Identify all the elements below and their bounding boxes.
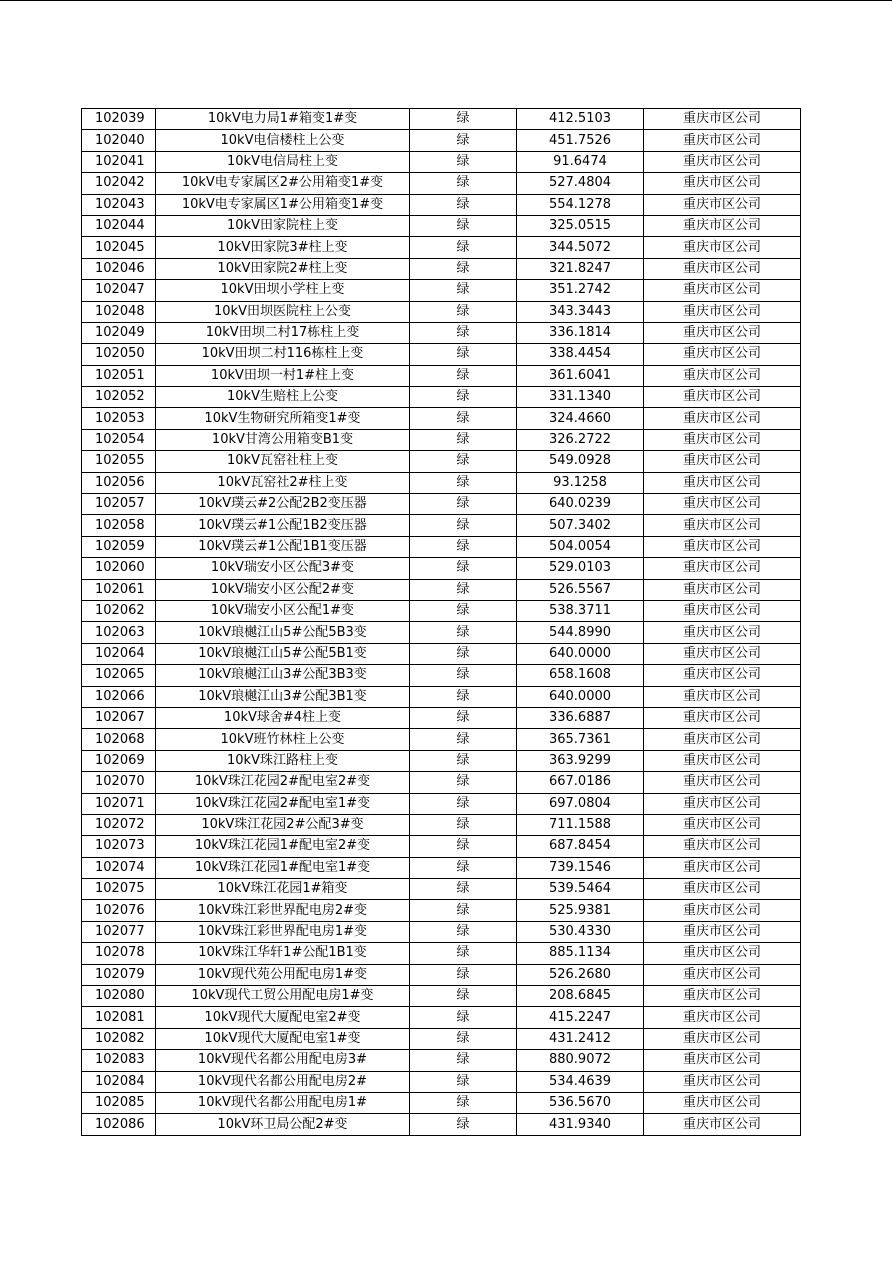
cell-status: 绿 bbox=[410, 472, 517, 493]
table-row bbox=[82, 173, 801, 194]
cell-transformer-name: 10kV琅樾江山5#公配5B1变 bbox=[156, 643, 410, 664]
cell-transformer-name: 10kV璞云#2公配2B2变压器 bbox=[156, 494, 410, 515]
cell-status: 绿 bbox=[410, 986, 517, 1007]
cell-company: 重庆市区公司 bbox=[644, 494, 801, 515]
cell-id: 102074 bbox=[82, 857, 156, 878]
cell-transformer-name: 10kV现代名都公用配电房2# bbox=[156, 1071, 410, 1092]
cell-status: 绿 bbox=[410, 451, 517, 472]
table-body bbox=[82, 109, 801, 1136]
table-row bbox=[82, 1114, 801, 1135]
cell-transformer-name: 10kV珠江彩世界配电房2#变 bbox=[156, 900, 410, 921]
cell-transformer-name: 10kV珠江花园2#配电室1#变 bbox=[156, 793, 410, 814]
cell-company: 重庆市区公司 bbox=[644, 194, 801, 215]
cell-value: 538.3711 bbox=[517, 600, 644, 621]
cell-value: 697.0804 bbox=[517, 793, 644, 814]
cell-status: 绿 bbox=[410, 130, 517, 151]
table-row bbox=[82, 130, 801, 151]
cell-company: 重庆市区公司 bbox=[644, 109, 801, 130]
cell-transformer-name: 10kV琅樾江山5#公配5B3变 bbox=[156, 622, 410, 643]
cell-transformer-name: 10kV琅樾江山3#公配3B1变 bbox=[156, 686, 410, 707]
cell-company: 重庆市区公司 bbox=[644, 964, 801, 985]
table-row bbox=[82, 857, 801, 878]
cell-status: 绿 bbox=[410, 857, 517, 878]
cell-company: 重庆市区公司 bbox=[644, 600, 801, 621]
cell-status: 绿 bbox=[410, 622, 517, 643]
cell-company: 重庆市区公司 bbox=[644, 237, 801, 258]
cell-transformer-name: 10kV珠江花园1#配电室1#变 bbox=[156, 857, 410, 878]
cell-transformer-name: 10kV珠江华轩1#公配1B1变 bbox=[156, 943, 410, 964]
cell-value: 525.9381 bbox=[517, 900, 644, 921]
cell-company: 重庆市区公司 bbox=[644, 836, 801, 857]
cell-transformer-name: 10kV瑞安小区公配3#变 bbox=[156, 558, 410, 579]
table-row bbox=[82, 964, 801, 985]
cell-id: 102075 bbox=[82, 879, 156, 900]
cell-status: 绿 bbox=[410, 643, 517, 664]
cell-id: 102042 bbox=[82, 173, 156, 194]
cell-value: 338.4454 bbox=[517, 344, 644, 365]
cell-value: 658.1608 bbox=[517, 665, 644, 686]
table-row bbox=[82, 643, 801, 664]
cell-company: 重庆市区公司 bbox=[644, 622, 801, 643]
cell-value: 344.5072 bbox=[517, 237, 644, 258]
cell-id: 102077 bbox=[82, 921, 156, 942]
cell-company: 重庆市区公司 bbox=[644, 472, 801, 493]
cell-transformer-name: 10kV生赔柱上公变 bbox=[156, 387, 410, 408]
table-row bbox=[82, 879, 801, 900]
table-row bbox=[82, 1007, 801, 1028]
cell-status: 绿 bbox=[410, 836, 517, 857]
cell-id: 102059 bbox=[82, 536, 156, 557]
cell-id: 102047 bbox=[82, 280, 156, 301]
cell-id: 102051 bbox=[82, 365, 156, 386]
cell-id: 102061 bbox=[82, 579, 156, 600]
cell-value: 711.1588 bbox=[517, 814, 644, 835]
cell-id: 102085 bbox=[82, 1092, 156, 1113]
table-row bbox=[82, 900, 801, 921]
table-row bbox=[82, 707, 801, 728]
cell-id: 102040 bbox=[82, 130, 156, 151]
cell-transformer-name: 10kV现代名都公用配电房1# bbox=[156, 1092, 410, 1113]
cell-company: 重庆市区公司 bbox=[644, 344, 801, 365]
table-row bbox=[82, 237, 801, 258]
cell-value: 365.7361 bbox=[517, 729, 644, 750]
cell-company: 重庆市区公司 bbox=[644, 579, 801, 600]
cell-company: 重庆市区公司 bbox=[644, 879, 801, 900]
cell-company: 重庆市区公司 bbox=[644, 451, 801, 472]
cell-value: 451.7526 bbox=[517, 130, 644, 151]
cell-id: 102081 bbox=[82, 1007, 156, 1028]
cell-status: 绿 bbox=[410, 280, 517, 301]
cell-status: 绿 bbox=[410, 686, 517, 707]
cell-status: 绿 bbox=[410, 258, 517, 279]
cell-transformer-name: 10kV现代工贸公用配电房1#变 bbox=[156, 986, 410, 1007]
table-row bbox=[82, 515, 801, 536]
cell-id: 102052 bbox=[82, 387, 156, 408]
cell-company: 重庆市区公司 bbox=[644, 1028, 801, 1049]
cell-value: 431.9340 bbox=[517, 1114, 644, 1135]
cell-company: 重庆市区公司 bbox=[644, 772, 801, 793]
table-row bbox=[82, 814, 801, 835]
cell-company: 重庆市区公司 bbox=[644, 793, 801, 814]
table-row bbox=[82, 772, 801, 793]
cell-id: 102057 bbox=[82, 494, 156, 515]
cell-id: 102044 bbox=[82, 215, 156, 236]
cell-value: 885.1134 bbox=[517, 943, 644, 964]
cell-id: 102072 bbox=[82, 814, 156, 835]
cell-transformer-name: 10kV田坝医院柱上公变 bbox=[156, 301, 410, 322]
cell-company: 重庆市区公司 bbox=[644, 1071, 801, 1092]
cell-value: 325.0515 bbox=[517, 215, 644, 236]
cell-id: 102070 bbox=[82, 772, 156, 793]
cell-value: 640.0239 bbox=[517, 494, 644, 515]
cell-company: 重庆市区公司 bbox=[644, 215, 801, 236]
cell-value: 412.5103 bbox=[517, 109, 644, 130]
cell-id: 102054 bbox=[82, 429, 156, 450]
transformer-table bbox=[81, 108, 801, 1136]
cell-transformer-name: 10kV电力局1#箱变1#变 bbox=[156, 109, 410, 130]
cell-company: 重庆市区公司 bbox=[644, 750, 801, 771]
cell-value: 326.2722 bbox=[517, 429, 644, 450]
cell-value: 208.6845 bbox=[517, 986, 644, 1007]
cell-company: 重庆市区公司 bbox=[644, 429, 801, 450]
table-row bbox=[82, 151, 801, 172]
cell-status: 绿 bbox=[410, 365, 517, 386]
cell-value: 336.1814 bbox=[517, 322, 644, 343]
cell-id: 102066 bbox=[82, 686, 156, 707]
cell-id: 102058 bbox=[82, 515, 156, 536]
table-row bbox=[82, 387, 801, 408]
table-row bbox=[82, 836, 801, 857]
cell-value: 687.8454 bbox=[517, 836, 644, 857]
cell-value: 504.0054 bbox=[517, 536, 644, 557]
table-row bbox=[82, 215, 801, 236]
cell-transformer-name: 10kV珠江花园1#配电室2#变 bbox=[156, 836, 410, 857]
table-row bbox=[82, 109, 801, 130]
cell-value: 321.8247 bbox=[517, 258, 644, 279]
cell-id: 102050 bbox=[82, 344, 156, 365]
cell-transformer-name: 10kV田家院3#柱上变 bbox=[156, 237, 410, 258]
cell-value: 336.6887 bbox=[517, 707, 644, 728]
cell-id: 102064 bbox=[82, 643, 156, 664]
table-row bbox=[82, 258, 801, 279]
cell-status: 绿 bbox=[410, 408, 517, 429]
cell-transformer-name: 10kV珠江花园1#箱变 bbox=[156, 879, 410, 900]
cell-id: 102053 bbox=[82, 408, 156, 429]
table-row bbox=[82, 579, 801, 600]
cell-company: 重庆市区公司 bbox=[644, 1092, 801, 1113]
cell-value: 880.9072 bbox=[517, 1050, 644, 1071]
cell-status: 绿 bbox=[410, 793, 517, 814]
cell-company: 重庆市区公司 bbox=[644, 729, 801, 750]
cell-transformer-name: 10kV瓦窑社柱上变 bbox=[156, 451, 410, 472]
cell-company: 重庆市区公司 bbox=[644, 707, 801, 728]
cell-status: 绿 bbox=[410, 579, 517, 600]
cell-status: 绿 bbox=[410, 900, 517, 921]
cell-status: 绿 bbox=[410, 707, 517, 728]
cell-id: 102056 bbox=[82, 472, 156, 493]
table-row bbox=[82, 1071, 801, 1092]
cell-transformer-name: 10kV班竹林柱上公变 bbox=[156, 729, 410, 750]
cell-transformer-name: 10kV生物研究所箱变1#变 bbox=[156, 408, 410, 429]
table-row bbox=[82, 194, 801, 215]
cell-company: 重庆市区公司 bbox=[644, 943, 801, 964]
cell-transformer-name: 10kV现代大厦配电室2#变 bbox=[156, 1007, 410, 1028]
cell-company: 重庆市区公司 bbox=[644, 365, 801, 386]
cell-transformer-name: 10kV珠江花园2#配电室2#变 bbox=[156, 772, 410, 793]
cell-transformer-name: 10kV瑞安小区公配1#变 bbox=[156, 600, 410, 621]
cell-value: 544.8990 bbox=[517, 622, 644, 643]
table-row bbox=[82, 793, 801, 814]
cell-status: 绿 bbox=[410, 879, 517, 900]
cell-transformer-name: 10kV现代大厦配电室1#变 bbox=[156, 1028, 410, 1049]
cell-status: 绿 bbox=[410, 109, 517, 130]
cell-value: 363.9299 bbox=[517, 750, 644, 771]
cell-id: 102043 bbox=[82, 194, 156, 215]
cell-value: 554.1278 bbox=[517, 194, 644, 215]
cell-status: 绿 bbox=[410, 1028, 517, 1049]
cell-transformer-name: 10kV田坝二村17栋柱上变 bbox=[156, 322, 410, 343]
cell-company: 重庆市区公司 bbox=[644, 258, 801, 279]
cell-value: 539.5464 bbox=[517, 879, 644, 900]
cell-status: 绿 bbox=[410, 536, 517, 557]
cell-status: 绿 bbox=[410, 494, 517, 515]
cell-company: 重庆市区公司 bbox=[644, 536, 801, 557]
cell-status: 绿 bbox=[410, 1050, 517, 1071]
cell-id: 102084 bbox=[82, 1071, 156, 1092]
cell-company: 重庆市区公司 bbox=[644, 900, 801, 921]
cell-id: 102071 bbox=[82, 793, 156, 814]
cell-transformer-name: 10kV现代苑公用配电房1#变 bbox=[156, 964, 410, 985]
table-row bbox=[82, 622, 801, 643]
cell-transformer-name: 10kV田坝一村1#柱上变 bbox=[156, 365, 410, 386]
cell-company: 重庆市区公司 bbox=[644, 986, 801, 1007]
cell-id: 102069 bbox=[82, 750, 156, 771]
cell-transformer-name: 10kV田家院柱上变 bbox=[156, 215, 410, 236]
cell-transformer-name: 10kV瓦窑社2#柱上变 bbox=[156, 472, 410, 493]
cell-id: 102076 bbox=[82, 900, 156, 921]
cell-transformer-name: 10kV田坝小学柱上变 bbox=[156, 280, 410, 301]
cell-status: 绿 bbox=[410, 387, 517, 408]
cell-status: 绿 bbox=[410, 943, 517, 964]
cell-id: 102049 bbox=[82, 322, 156, 343]
table-row bbox=[82, 472, 801, 493]
cell-transformer-name: 10kV甘湾公用箱变B1变 bbox=[156, 429, 410, 450]
table-row bbox=[82, 365, 801, 386]
cell-value: 351.2742 bbox=[517, 280, 644, 301]
cell-value: 530.4330 bbox=[517, 921, 644, 942]
cell-company: 重庆市区公司 bbox=[644, 1050, 801, 1071]
table-row bbox=[82, 986, 801, 1007]
cell-status: 绿 bbox=[410, 301, 517, 322]
cell-id: 102063 bbox=[82, 622, 156, 643]
cell-id: 102079 bbox=[82, 964, 156, 985]
cell-value: 91.6474 bbox=[517, 151, 644, 172]
cell-transformer-name: 10kV电专家属区1#公用箱变1#变 bbox=[156, 194, 410, 215]
cell-status: 绿 bbox=[410, 1092, 517, 1113]
cell-id: 102055 bbox=[82, 451, 156, 472]
cell-value: 93.1258 bbox=[517, 472, 644, 493]
cell-status: 绿 bbox=[410, 750, 517, 771]
cell-status: 绿 bbox=[410, 1114, 517, 1135]
cell-id: 102083 bbox=[82, 1050, 156, 1071]
cell-status: 绿 bbox=[410, 151, 517, 172]
cell-transformer-name: 10kV电信楼柱上公变 bbox=[156, 130, 410, 151]
table-row bbox=[82, 494, 801, 515]
table-row bbox=[82, 750, 801, 771]
cell-id: 102080 bbox=[82, 986, 156, 1007]
cell-company: 重庆市区公司 bbox=[644, 515, 801, 536]
cell-transformer-name: 10kV电专家属区2#公用箱变1#变 bbox=[156, 173, 410, 194]
cell-status: 绿 bbox=[410, 814, 517, 835]
cell-value: 739.1546 bbox=[517, 857, 644, 878]
cell-transformer-name: 10kV球舍#4柱上变 bbox=[156, 707, 410, 728]
cell-id: 102067 bbox=[82, 707, 156, 728]
cell-value: 331.1340 bbox=[517, 387, 644, 408]
cell-company: 重庆市区公司 bbox=[644, 643, 801, 664]
cell-status: 绿 bbox=[410, 600, 517, 621]
table-row bbox=[82, 451, 801, 472]
table-row bbox=[82, 600, 801, 621]
cell-company: 重庆市区公司 bbox=[644, 814, 801, 835]
cell-value: 324.4660 bbox=[517, 408, 644, 429]
cell-id: 102086 bbox=[82, 1114, 156, 1135]
cell-status: 绿 bbox=[410, 1071, 517, 1092]
cell-status: 绿 bbox=[410, 772, 517, 793]
cell-status: 绿 bbox=[410, 322, 517, 343]
cell-status: 绿 bbox=[410, 429, 517, 450]
table-row bbox=[82, 1028, 801, 1049]
cell-value: 640.0000 bbox=[517, 643, 644, 664]
cell-transformer-name: 10kV璞云#1公配1B2变压器 bbox=[156, 515, 410, 536]
cell-company: 重庆市区公司 bbox=[644, 151, 801, 172]
cell-company: 重庆市区公司 bbox=[644, 1114, 801, 1135]
table-row bbox=[82, 536, 801, 557]
cell-id: 102065 bbox=[82, 665, 156, 686]
cell-company: 重庆市区公司 bbox=[644, 1007, 801, 1028]
table-row bbox=[82, 1050, 801, 1071]
cell-transformer-name: 10kV珠江彩世界配电房1#变 bbox=[156, 921, 410, 942]
table-row bbox=[82, 686, 801, 707]
cell-id: 102046 bbox=[82, 258, 156, 279]
cell-company: 重庆市区公司 bbox=[644, 857, 801, 878]
table-row bbox=[82, 558, 801, 579]
cell-value: 526.2680 bbox=[517, 964, 644, 985]
cell-value: 529.0103 bbox=[517, 558, 644, 579]
cell-status: 绿 bbox=[410, 173, 517, 194]
cell-status: 绿 bbox=[410, 921, 517, 942]
cell-id: 102062 bbox=[82, 600, 156, 621]
cell-status: 绿 bbox=[410, 515, 517, 536]
table-row bbox=[82, 408, 801, 429]
cell-value: 361.6041 bbox=[517, 365, 644, 386]
cell-company: 重庆市区公司 bbox=[644, 921, 801, 942]
cell-value: 415.2247 bbox=[517, 1007, 644, 1028]
table-row bbox=[82, 943, 801, 964]
cell-company: 重庆市区公司 bbox=[644, 387, 801, 408]
cell-company: 重庆市区公司 bbox=[644, 408, 801, 429]
table-row bbox=[82, 344, 801, 365]
cell-value: 431.2412 bbox=[517, 1028, 644, 1049]
cell-status: 绿 bbox=[410, 194, 517, 215]
cell-company: 重庆市区公司 bbox=[644, 322, 801, 343]
cell-company: 重庆市区公司 bbox=[644, 130, 801, 151]
cell-status: 绿 bbox=[410, 1007, 517, 1028]
cell-value: 534.4639 bbox=[517, 1071, 644, 1092]
cell-transformer-name: 10kV琅樾江山3#公配3B3变 bbox=[156, 665, 410, 686]
cell-value: 536.5670 bbox=[517, 1092, 644, 1113]
cell-transformer-name: 10kV环卫局公配2#变 bbox=[156, 1114, 410, 1135]
cell-id: 102060 bbox=[82, 558, 156, 579]
cell-value: 526.5567 bbox=[517, 579, 644, 600]
cell-transformer-name: 10kV田坝二村116栋柱上变 bbox=[156, 344, 410, 365]
page-top-border bbox=[0, 0, 892, 1]
table-row bbox=[82, 921, 801, 942]
cell-company: 重庆市区公司 bbox=[644, 665, 801, 686]
cell-company: 重庆市区公司 bbox=[644, 280, 801, 301]
table-row bbox=[82, 665, 801, 686]
cell-status: 绿 bbox=[410, 964, 517, 985]
cell-id: 102073 bbox=[82, 836, 156, 857]
cell-transformer-name: 10kV珠江路柱上变 bbox=[156, 750, 410, 771]
cell-id: 102039 bbox=[82, 109, 156, 130]
cell-status: 绿 bbox=[410, 237, 517, 258]
cell-company: 重庆市区公司 bbox=[644, 173, 801, 194]
cell-transformer-name: 10kV田家院2#柱上变 bbox=[156, 258, 410, 279]
cell-id: 102045 bbox=[82, 237, 156, 258]
table-row bbox=[82, 280, 801, 301]
cell-id: 102068 bbox=[82, 729, 156, 750]
cell-value: 507.3402 bbox=[517, 515, 644, 536]
cell-id: 102041 bbox=[82, 151, 156, 172]
cell-value: 667.0186 bbox=[517, 772, 644, 793]
cell-transformer-name: 10kV璞云#1公配1B1变压器 bbox=[156, 536, 410, 557]
cell-status: 绿 bbox=[410, 215, 517, 236]
table-row bbox=[82, 322, 801, 343]
cell-value: 640.0000 bbox=[517, 686, 644, 707]
cell-transformer-name: 10kV电信局柱上变 bbox=[156, 151, 410, 172]
table-row bbox=[82, 1092, 801, 1113]
cell-status: 绿 bbox=[410, 558, 517, 579]
cell-id: 102082 bbox=[82, 1028, 156, 1049]
table-row bbox=[82, 301, 801, 322]
cell-value: 343.3443 bbox=[517, 301, 644, 322]
table-row bbox=[82, 429, 801, 450]
cell-status: 绿 bbox=[410, 729, 517, 750]
cell-id: 102078 bbox=[82, 943, 156, 964]
cell-status: 绿 bbox=[410, 344, 517, 365]
cell-transformer-name: 10kV瑞安小区公配2#变 bbox=[156, 579, 410, 600]
cell-status: 绿 bbox=[410, 665, 517, 686]
cell-value: 549.0928 bbox=[517, 451, 644, 472]
cell-value: 527.4804 bbox=[517, 173, 644, 194]
cell-transformer-name: 10kV珠江花园2#公配3#变 bbox=[156, 814, 410, 835]
cell-company: 重庆市区公司 bbox=[644, 686, 801, 707]
cell-company: 重庆市区公司 bbox=[644, 558, 801, 579]
cell-id: 102048 bbox=[82, 301, 156, 322]
cell-transformer-name: 10kV现代名都公用配电房3# bbox=[156, 1050, 410, 1071]
table-row bbox=[82, 729, 801, 750]
cell-company: 重庆市区公司 bbox=[644, 301, 801, 322]
